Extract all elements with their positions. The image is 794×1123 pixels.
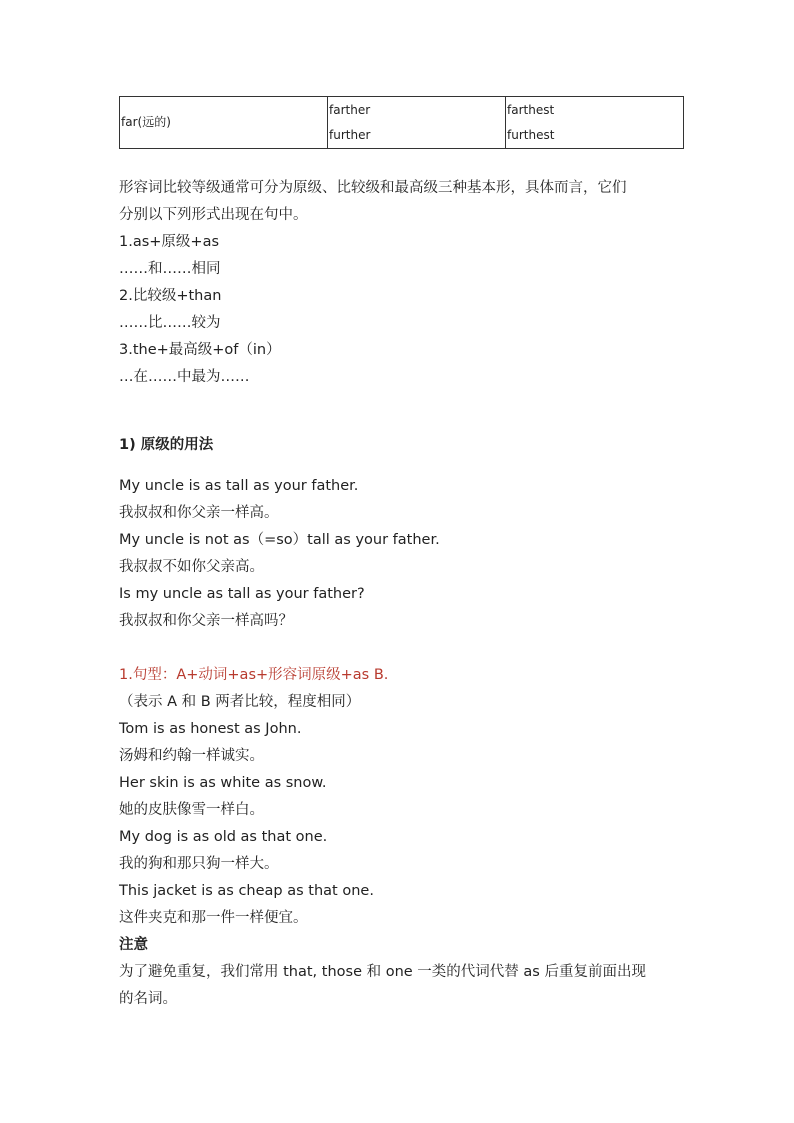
pattern-note: （表示 A 和 B 两者比较，程度相同） <box>119 694 361 710</box>
example-chinese: 我叔叔和你父亲一样高吗？ <box>119 613 293 629</box>
example-chinese: 汤姆和约翰一样诚实。 <box>119 748 264 764</box>
form-pattern: 2.比较级+than <box>119 288 222 304</box>
comparison-table <box>119 96 684 149</box>
intro-paragraph-line: 分别以下列形式出现在句中。 <box>119 207 308 223</box>
table-row <box>120 97 684 149</box>
example-english: Tom is as honest as John. <box>119 721 302 737</box>
example-english: Her skin is as white as snow. <box>119 775 327 791</box>
form-meaning: ……和……相同 <box>119 261 221 277</box>
base-form-text: far(远的) <box>121 115 171 129</box>
form-pattern: 1.as+原级+as <box>119 234 220 250</box>
example-english: My dog is as old as that one. <box>119 829 328 845</box>
example-chinese: 我叔叔不如你父亲高。 <box>119 559 264 575</box>
attention-label: 注意 <box>119 937 148 953</box>
example-chinese: 我的狗和那只狗一样大。 <box>119 856 279 872</box>
pattern-title: 1.句型：A+动词+as+形容词原级+as B. <box>119 667 389 683</box>
example-english: My uncle is as tall as your father. <box>119 478 359 494</box>
form-meaning: ……比……较为 <box>119 315 221 331</box>
example-english: This jacket is as cheap as that one. <box>119 883 374 899</box>
superlative-text: furthest <box>507 127 555 142</box>
intro-paragraph-line: 形容词比较等级通常可分为原级、比较级和最高级三种基本形，具体而言，它们 <box>119 180 627 196</box>
form-meaning: …在……中最为…… <box>119 369 250 385</box>
example-chinese: 我叔叔和你父亲一样高。 <box>119 505 279 521</box>
superlative-text: farthest <box>507 102 555 117</box>
example-chinese: 她的皮肤像雪一样白。 <box>119 802 264 818</box>
attention-text-line: 的名词。 <box>119 991 177 1007</box>
example-chinese: 这件夹克和那一件一样便宜。 <box>119 910 308 926</box>
example-english: Is my uncle as tall as your father? <box>119 586 365 602</box>
comparative-text: farther <box>329 102 371 117</box>
example-english: My uncle is not as（=so）tall as your father. <box>119 532 440 548</box>
base-form-cell <box>120 97 328 149</box>
comparative-text: further <box>329 127 371 142</box>
comparative-cell <box>328 97 506 149</box>
section-heading: 1) 原级的用法 <box>119 437 214 453</box>
superlative-cell <box>506 97 684 149</box>
form-pattern: 3.the+最高级+of（in） <box>119 342 281 358</box>
attention-text-line: 为了避免重复，我们常用 that, those 和 one 一类的代词代替 as 后重复前面出现 <box>119 964 646 980</box>
